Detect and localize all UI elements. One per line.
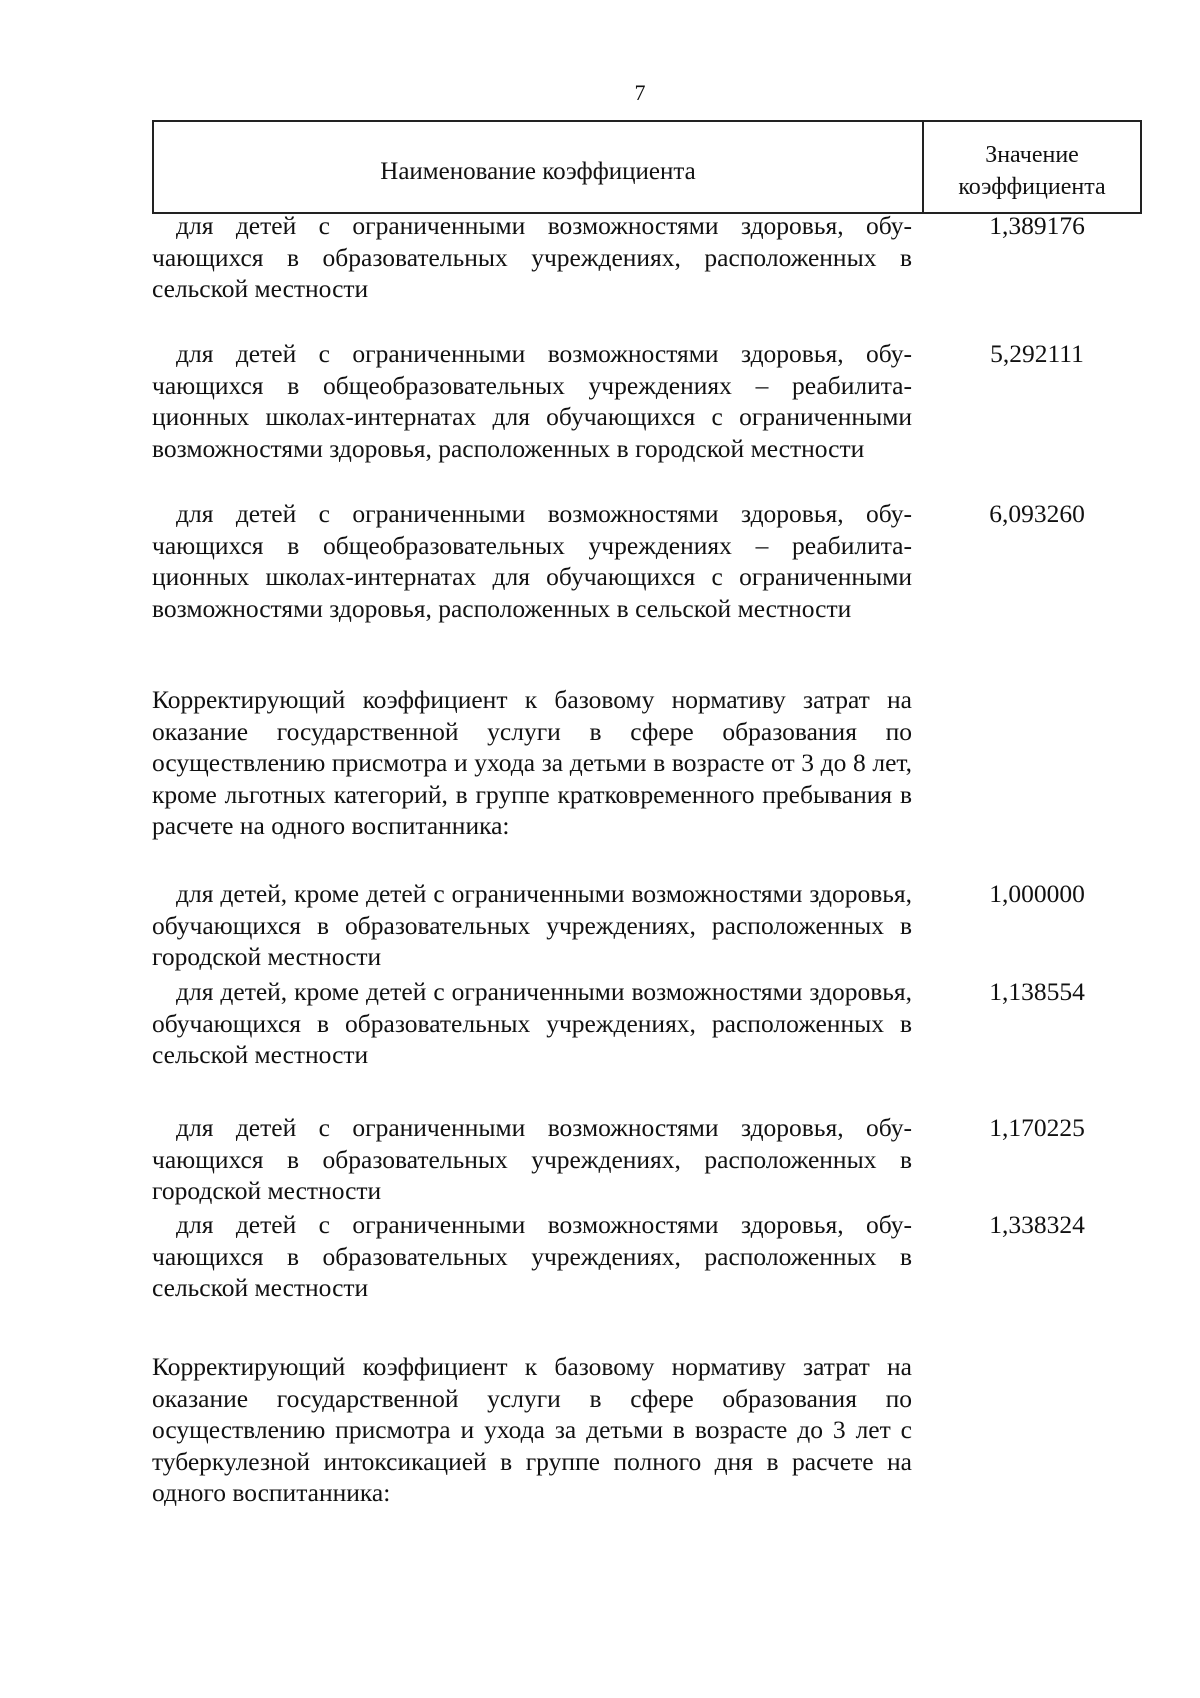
- row-value: 1,170225: [989, 1113, 1085, 1142]
- header-coefficient-name: [154, 122, 924, 212]
- row-value: 5,292111: [990, 339, 1084, 368]
- row-description: для детей с ограниченными возможностями здоровья, обучающихся в общеобразовательных учреждениях – реабилитационных школах-интернатах для обучающихся с ограниченными возможностями здоровья, расположенных в городской местности: [152, 339, 912, 463]
- row-value: 1,338324: [989, 1210, 1085, 1239]
- header-coefficient-value: [924, 122, 1140, 212]
- section-heading-paragraph: Корректирующий коэффициент к базовому нормативу затрат на оказание государственной услуги в сфере образования по осуществлению присмотра и ухода за детьми в возрасте от 3 до 8 лет, кроме льготных категорий, в группе кратковременного пребывания в расчете на одного воспитанника:: [152, 685, 912, 840]
- page-number: 7: [634, 80, 646, 105]
- row-description: для детей с ограниченными возможностями здоровья, обучающихся в образовательных учреждениях, расположенных в сельской местности: [152, 211, 912, 303]
- row-value: 1,389176: [989, 211, 1085, 240]
- row-value: 1,138554: [989, 977, 1085, 1006]
- row-description: для детей с ограниченными возможностями здоровья, обучающихся в образовательных учреждениях, расположенных в сельской местности: [152, 1210, 912, 1302]
- table-header: [152, 120, 1142, 214]
- header-name-label: Наименование коэффициента: [380, 158, 696, 185]
- row-description: для детей, кроме детей с ограниченными возможностями здоровья, обучающихся в образовательных учреждениях, расположенных в сельской местности: [152, 977, 912, 1069]
- row-description: для детей с ограниченными возможностями здоровья, обучающихся в образовательных учреждениях, расположенных в городской местности: [152, 1113, 912, 1205]
- row-description: для детей с ограниченными возможностями здоровья, обучающихся в общеобразовательных учреждениях – реабилитационных школах-интернатах для обучающихся с ограниченными возможностями здоровья, расположенных в сельской местности: [152, 499, 912, 623]
- row-value: 1,000000: [989, 879, 1085, 908]
- row-description: для детей, кроме детей с ограниченными возможностями здоровья, обучающихся в образовательных учреждениях, расположенных в городской местности: [152, 879, 912, 971]
- header-value-label: Значение коэффициента: [958, 142, 1106, 200]
- row-value: 6,093260: [989, 499, 1085, 528]
- section-heading-paragraph: Корректирующий коэффициент к базовому нормативу затрат на оказание государственной услуги в сфере образования по осуществлению присмотра и ухода за детьми в возрасте до 3 лет с туберкулезной интоксикацией в группе полного дня в расчете на одного воспитанника:: [152, 1352, 912, 1507]
